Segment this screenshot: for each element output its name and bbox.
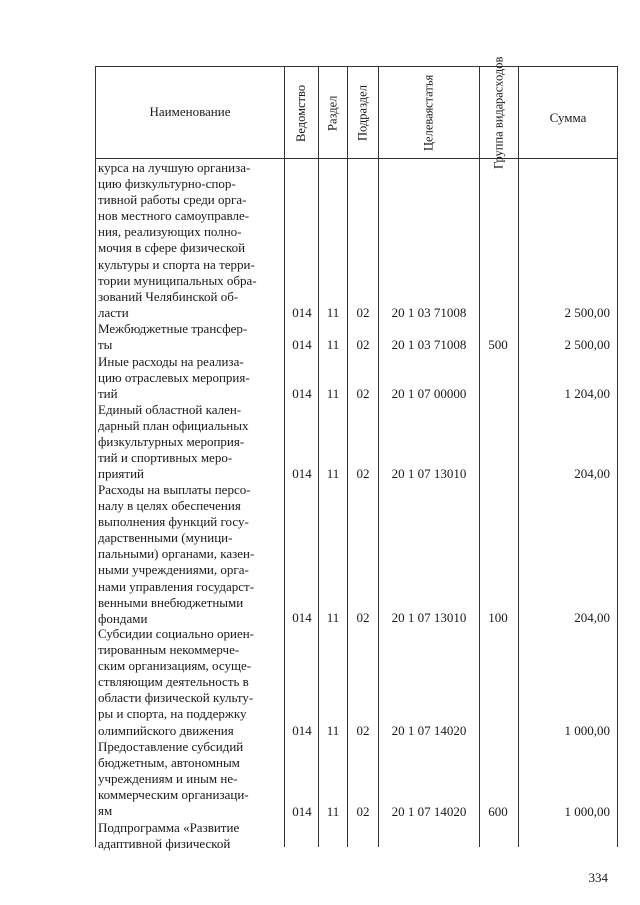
col-border — [95, 66, 96, 847]
col-border — [617, 66, 618, 847]
cell-gruppa: 600 — [488, 804, 508, 819]
cell-summa: 1 000,00 — [564, 804, 610, 819]
header-celevaya-statya: Целевая статья — [421, 74, 436, 152]
col-border — [378, 66, 379, 847]
cell-celevaya-statya: 20 1 07 13010 — [391, 610, 467, 625]
row-name-line: Расходы на выплаты персо- — [98, 482, 251, 497]
row-name-line: фондами — [98, 610, 148, 626]
header-gruppa-vida-raskhodov: Группа вида расходов — [491, 56, 506, 170]
cell-gruppa: 100 — [488, 610, 508, 625]
row-name — [98, 482, 280, 627]
cell-razdel: 11 — [326, 337, 340, 352]
header-name: Наименование — [149, 104, 231, 119]
row-name-line: цию физкультурно-спор- — [98, 176, 236, 192]
cell-celevaya-statya: 20 1 03 71008 — [391, 305, 467, 320]
cell-vedomstvo: 014 — [292, 305, 312, 320]
row-name — [98, 626, 280, 739]
row-name-line: венными внебюджетными — [98, 594, 244, 610]
page-number: 334 — [588, 870, 608, 885]
row-name-line: выполнения функций госу- — [98, 514, 249, 530]
cell-vedomstvo: 014 — [292, 804, 312, 819]
cell-summa: 1 000,00 — [564, 723, 610, 738]
cell-razdel: 11 — [326, 610, 340, 625]
row-name — [98, 739, 280, 819]
row-name-line: ствляющим деятельность в — [98, 674, 249, 690]
cell-celevaya-statya: 20 1 07 13010 — [391, 466, 467, 481]
cell-vedomstvo: 014 — [292, 466, 312, 481]
col-border — [479, 66, 480, 847]
row-name-line: коммерческим организаци- — [98, 787, 249, 803]
cell-podrazdel: 02 — [356, 466, 370, 481]
row-name — [98, 160, 280, 321]
row-name-line: ты — [98, 337, 113, 353]
row-name-line: цию отраслевых мероприя- — [98, 370, 250, 386]
row-name-line: учреждениям и иным не- — [98, 771, 238, 787]
row-name-line: тированным некоммерче- — [98, 642, 240, 658]
row-name-line: курса на лучшую организа- — [98, 160, 251, 175]
row-name-line: культуры и спорта на терри- — [98, 256, 255, 272]
row-name — [98, 402, 280, 482]
cell-podrazdel: 02 — [356, 386, 370, 401]
row-name-line: бюджетным, автономным — [98, 755, 240, 771]
row-name-line: Иные расходы на реализа- — [98, 354, 244, 369]
cell-podrazdel: 02 — [356, 305, 370, 320]
row-name-line: олимпийского движения — [98, 722, 234, 738]
cell-vedomstvo: 014 — [292, 610, 312, 625]
cell-razdel: 11 — [326, 305, 340, 320]
row-name-line: пальными) органами, казен- — [98, 546, 255, 562]
row-name-line: ры и спорта, на поддержку — [98, 706, 247, 722]
row-name-line: ским организациям, осуще- — [98, 658, 252, 674]
cell-gruppa: 500 — [488, 337, 508, 352]
row-name-line: тивной работы среди орга- — [98, 192, 247, 208]
header-summa: Сумма — [549, 110, 587, 125]
cell-podrazdel: 02 — [356, 804, 370, 819]
cell-vedomstvo: 014 — [292, 337, 312, 352]
cell-vedomstvo: 014 — [292, 723, 312, 738]
cell-summa: 204,00 — [574, 466, 610, 481]
cell-celevaya-statya: 20 1 07 14020 — [391, 804, 467, 819]
row-name-line: Единый областной кален- — [98, 402, 242, 417]
row-name-line: ласти — [98, 304, 129, 320]
row-name-line: тории муниципальных обра- — [98, 272, 257, 288]
cell-celevaya-statya: 20 1 03 71008 — [391, 337, 467, 352]
row-name-line: Субсидии социально ориен- — [98, 626, 254, 641]
cell-razdel: 11 — [326, 386, 340, 401]
row-name-line: дарный план официальных — [98, 418, 249, 434]
header-bottom-border — [95, 158, 618, 159]
col-border — [284, 66, 285, 847]
cell-summa: 204,00 — [574, 610, 610, 625]
row-name — [98, 321, 280, 353]
cell-vedomstvo: 014 — [292, 386, 312, 401]
cell-razdel: 11 — [326, 466, 340, 481]
table-top-border — [95, 66, 618, 67]
cell-summa: 2 500,00 — [564, 337, 610, 352]
row-name-line: дарственными (муници- — [98, 530, 233, 546]
cell-razdel: 11 — [326, 804, 340, 819]
row-name-line: тий и спортивных меро- — [98, 450, 233, 466]
row-name-line: нами управления государст- — [98, 578, 255, 594]
row-name-line: зований Челябинской об- — [98, 288, 239, 304]
row-name-line: Предоставление субсидий — [98, 739, 244, 754]
header-razdel: Раздел — [325, 95, 340, 131]
row-name-line: физкультурных мероприя- — [98, 434, 245, 450]
cell-celevaya-statya: 20 1 07 00000 — [391, 386, 467, 401]
row-name-line: ям — [98, 803, 113, 819]
header-vedomstvo: Ведомство — [294, 84, 308, 142]
cell-summa: 2 500,00 — [564, 305, 610, 320]
row-name — [98, 354, 280, 402]
cell-podrazdel: 02 — [356, 610, 370, 625]
cell-podrazdel: 02 — [356, 723, 370, 738]
row-name-line: Межбюджетные трансфер- — [98, 321, 248, 336]
cell-podrazdel: 02 — [356, 337, 370, 352]
row-name-line: налу в целях обеспечения — [98, 498, 241, 514]
row-name-line: нов местного самоуправле- — [98, 208, 250, 224]
cell-celevaya-statya: 20 1 07 14020 — [391, 723, 467, 738]
row-name-line: мочия в сфере физической — [98, 240, 246, 256]
row-name-line: тий — [98, 386, 118, 402]
row-name-line: приятий — [98, 466, 144, 482]
row-name-line: ными учреждениями, орга- — [98, 562, 249, 578]
cell-summa: 1 204,00 — [564, 386, 610, 401]
row-name-line: адаптивной физической — [98, 836, 231, 852]
cell-razdel: 11 — [326, 723, 340, 738]
row-name-line: области физической культу- — [98, 690, 254, 706]
row-name-line: Подпрограмма «Развитие — [98, 820, 240, 835]
row-name-line: ния, реализующих полно- — [98, 224, 242, 240]
row-name — [98, 820, 280, 852]
header-podrazdel: Подраздел — [355, 85, 370, 141]
